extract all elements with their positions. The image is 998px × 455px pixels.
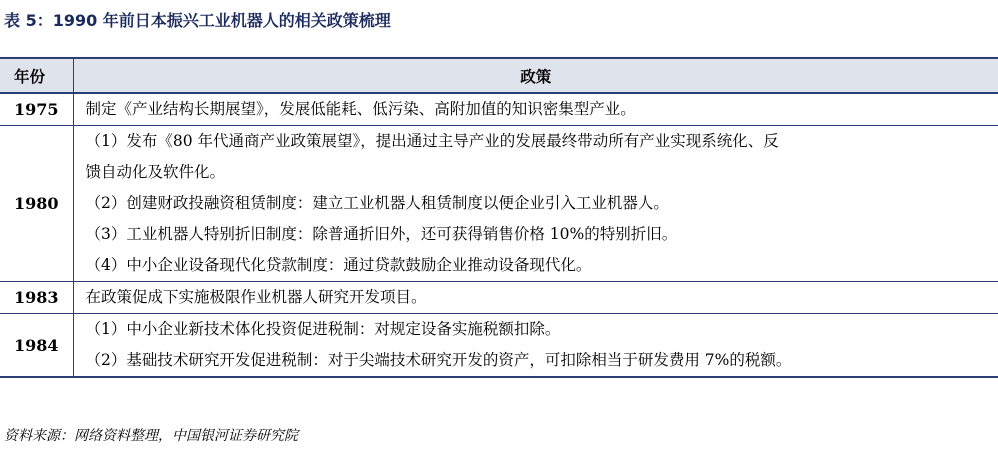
year-cell: 1980 — [0, 126, 73, 282]
policy-cell — [73, 314, 998, 378]
policy-line: （1）中小企业新技术体化投资促进税制：对规定设备实施税额扣除。 — [85, 320, 561, 338]
policy-line: （2）创建财政投融资租赁制度：建立工业机器人租赁制度以便企业引入工业机器人。 — [85, 194, 669, 212]
table-row — [0, 314, 998, 378]
year-cell: 1975 — [0, 93, 73, 126]
policy-cell — [73, 282, 998, 314]
policy-line: 制定《产业结构长期展望》，发展低能耗、低污染、高附加值的知识密集型产业。 — [85, 100, 636, 118]
year-cell: 1983 — [0, 282, 73, 314]
table-row — [0, 93, 998, 126]
source-note: 资料来源：网络资料整理，中国银河证券研究院 — [4, 428, 298, 444]
year-cell: 1984 — [0, 314, 73, 378]
table-row — [0, 282, 998, 314]
policy-line: 馈自动化及软件化。 — [85, 163, 226, 181]
policy-cell — [73, 93, 998, 126]
policy-line: （2）基础技术研究开发促进税制：对于尖端技术研究开发的资产，可扣除相当于研发费用 7%的税额。 — [85, 351, 792, 369]
policy-line: （4）中小企业设备现代化贷款制度：通过贷款鼓励企业推动设备现代化。 — [85, 256, 592, 274]
policy-column-header: 政策 — [73, 58, 998, 93]
table-title: 表 5：1990 年前日本振兴工业机器人的相关政策梳理 — [4, 11, 391, 30]
policy-line: （3）工业机器人特别折旧制度：除普通折旧外，还可获得销售价格 10%的特别折旧。 — [85, 225, 678, 243]
policy-line: （1）发布《80 年代通商产业政策展望》，提出通过主导产业的发展最终带动所有产业实现系统化、反 — [85, 132, 779, 150]
policy-line: 在政策促成下实施极限作业机器人研究开发项目。 — [85, 288, 427, 306]
year-column-header: 年份 — [0, 58, 73, 93]
table-header-row — [0, 58, 998, 93]
table-row — [0, 126, 998, 282]
policy-cell — [73, 126, 998, 282]
policy-table — [0, 57, 998, 378]
